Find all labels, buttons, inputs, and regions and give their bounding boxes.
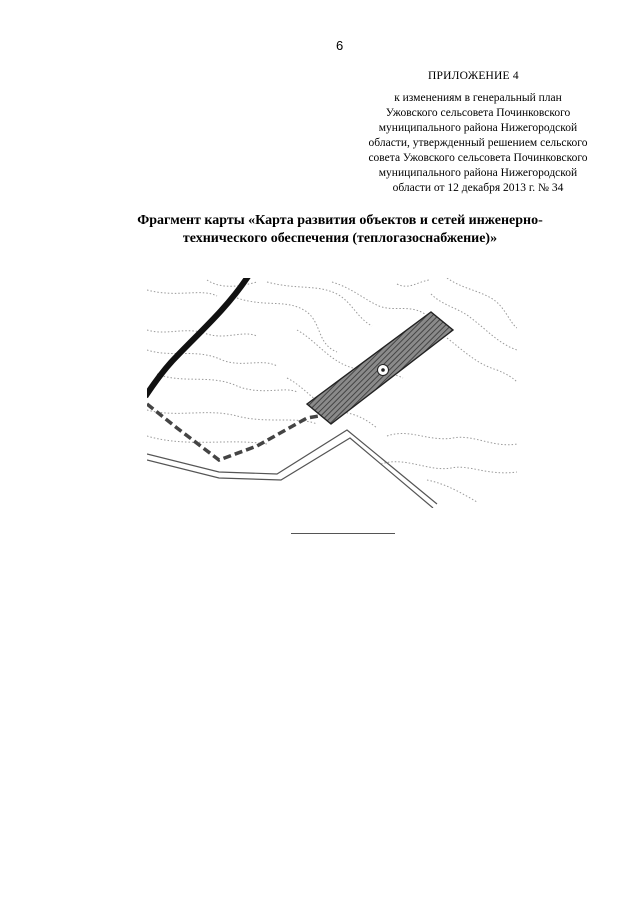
appendix-line: муниципального района Нижегородской (378, 167, 578, 179)
gas-pipeline-line (147, 404, 333, 460)
gas-facility-symbol-icon (378, 365, 389, 376)
appendix-line: совета Ужовского сельсовета Починковского (368, 152, 588, 164)
map-fragment-title (110, 212, 570, 248)
double-road-line (147, 430, 437, 508)
map-fragment (147, 278, 517, 508)
appendix-line: Ужовского сельсовета Починковского (385, 107, 571, 119)
map-drawing (147, 278, 517, 508)
road-line (147, 278, 247, 394)
appendix-line: муниципального района Нижегородской (378, 122, 578, 134)
appendix-line: области от 12 декабря 2013 г. № 34 (392, 182, 564, 194)
appendix-title: ПРИЛОЖЕНИЕ 4 (428, 70, 519, 82)
separator-line (291, 533, 395, 534)
appendix-line: к изменениям в генеральный план (394, 92, 562, 104)
page-number: 6 (336, 38, 344, 53)
appendix-line: области, утвержденный решением сельского (368, 137, 588, 149)
appendix-description (340, 91, 616, 196)
map-fragment-title-line: Фрагмент карты «Карта развития объектов и сетей инженерно- (137, 213, 543, 228)
map-fragment-title-line: технического обеспечения (теплогазоснабжение)» (182, 231, 498, 246)
